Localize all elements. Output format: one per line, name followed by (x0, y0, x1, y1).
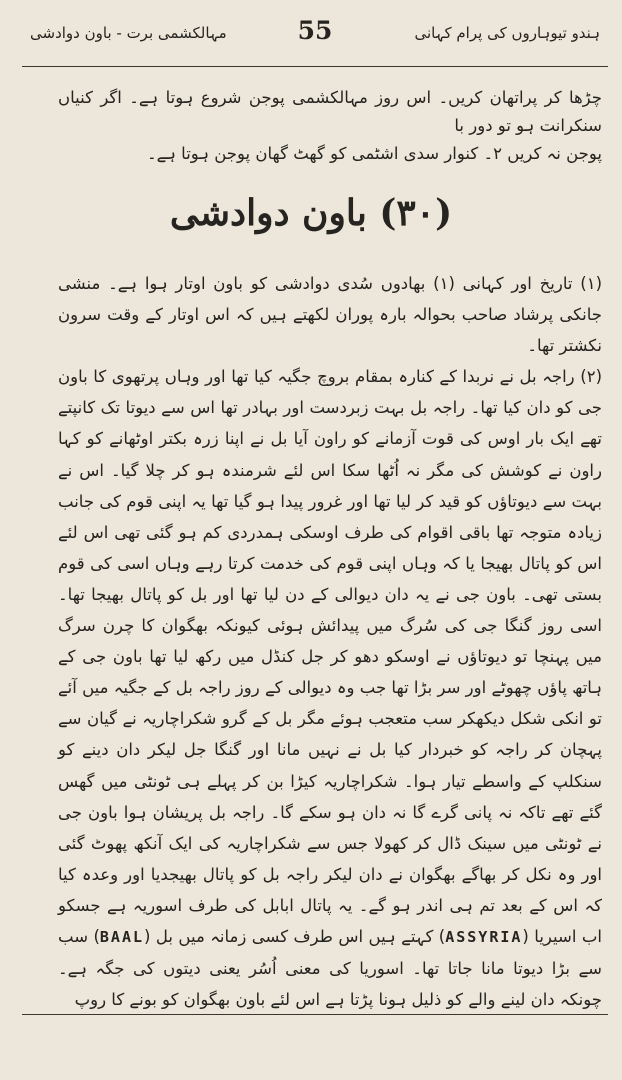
paragraph-2-mid: ) کہتے ہیں اس طرف کسی زمانہ میں بل ( (144, 926, 446, 946)
running-title-left: مہالکشمی برت - باون دوادشی (30, 24, 227, 42)
running-title-right: ہندو تیوہاروں کی پرام کہانی (414, 24, 600, 42)
chapter-body (58, 268, 602, 1015)
chapter-title: (۳۰) باون دوادشی (169, 192, 453, 234)
latin-baal: BAAL (99, 927, 145, 946)
page-header (30, 16, 600, 68)
latin-assyria: ASSYRIA (445, 927, 523, 946)
paragraph-2-end: ) سب سے بڑا دیوتا مانا جاتا تھا۔ اسوریا کی معنی اُسُر یعنی دیتوں کی جگہ ہے۔ چونکہ دان لینے والے کو ذلیل ہونا پڑتا ہے اس لئے باون بھگوان کو بونے کا روپ (58, 926, 602, 1010)
intro-paragraph (58, 84, 602, 168)
paragraph-1: (۱) تاریخ اور کہانی (۱) بھادوں سُدی دوادشی کو باون اوتار ہوا ہے۔ منشی جانکی پرشاد صاحب بحوالہ بارہ پوران لکھتے ہیں کہ اس اوتار کے وقت سرون نکشتر تھا۔ (58, 274, 602, 356)
footer-rule (22, 1014, 608, 1015)
page-number: 55 (297, 16, 333, 45)
paragraph-2 (58, 361, 602, 1015)
paragraph-2-start: (۲) راجہ بل نے نربدا کے کنارہ بمقام بروچ جگیہ کیا تھا اور وہاں پرتھوی کا باون جی کو دان کیا تھا۔ راجہ بل بہت زبردست اور بہادر تھا اس سے دیوتا تک کانپتے تھے ایک بار اوس کی قوت آزمانے کو راون آیا بل نے اپنا زرہ بکتر اوٹھانے کو کہا راون نے کوشش کی مگر نہ اُٹھا سکا اس لئے شرمندہ ہو کر چلا گیا۔ اس نے بہت سے دیوتاؤں کو قید کر لیا تھا اور غرور پیدا ہو گیا تھا یہ اپنی قوم کی جانب زیادہ متوجہ تھا باقی اقوام کی طرف اوسکی ہمدردی کم ہو گئی تھی اس لئے اس کو پاتال بھیجا یا کہ وہاں اپنی قوم کی خدمت کرتا رہے وہاں اسی کی قوم بستی تھی۔ باون جی نے یہ دان دیوالی کے دن لیا تھا اور بل کو پاتال بھیجا تھا۔ اسی روز گنگا جی کی سُرگ میں پیدائش ہوئی کیونکہ بھگوان کا چرن سرگ میں پہنچا تو دیوتاؤں نے اوسکو دھو کر جل کنڈل میں رکھ لیا تھا باون جی کے ہاتھ پاؤں چھوٹے اور سر بڑا تھا جب وہ دیوالی کے روز راجہ بل کے جگیہ میں آئے تو انکی شکل دیکھکر سب متعجب ہوئے مگر بل کے گرو شکراچاریہ نے گیان سے پہچان کر راجہ کو خبردار کیا بل نے نہیں مانا اور گنگا جل لیکر دان دینے کو سنکلپ کے واسطے تیار ہوا۔ شکراچاریہ کیڑا بن کر پہلے ہی ٹونٹی میں گھس گئے تھے تاکہ نہ پانی گرے گا نہ دان ہو سکے گا۔ راجہ بل پریشان ہوا باون جی نے ٹونٹی میں سینک ڈال کر کھولا جس سے شکراچاریہ کی ایک آنکھ پھوٹ گئی اور وہ نکل کر بھاگے بھگوان نے دان لیکر راجہ بل کو پاتال بھیجدیا اور وعدہ کیا کہ اس کے بعد تم ہی اندر ہو گے۔ یہ پاتال ابابل کی طرف اسوریہ ہے جسکو اب اسیریا ( (58, 367, 602, 946)
header-rule (22, 66, 608, 67)
intro-line-1: چڑھا کر پراتھان کریں۔ اس روز مہالکشمی پوجن شروع ہوتا ہے۔ اگر کنیاں سنکرانت ہو تو دور با (58, 88, 602, 135)
intro-line-2: پوجن نہ کریں ۲۔ کنوار سدی اشٹمی کو گھٹ گھان پوجن ہوتا ہے۔ (146, 144, 602, 163)
